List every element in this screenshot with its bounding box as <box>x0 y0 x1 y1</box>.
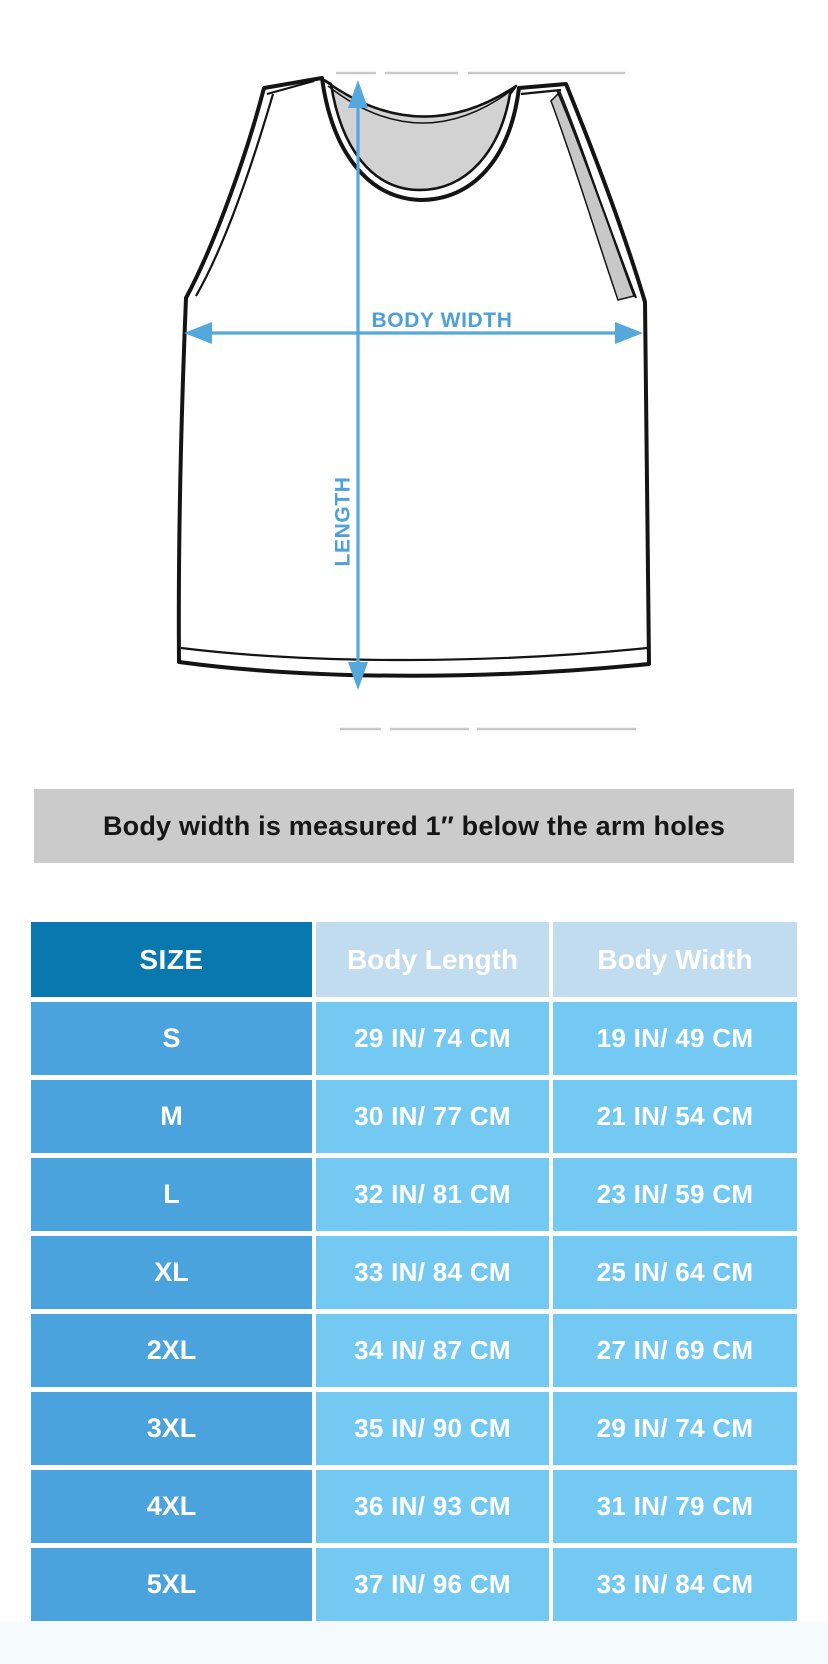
length-label: LENGTH <box>331 476 355 567</box>
size-cell: 5XL <box>31 1548 312 1621</box>
tank-top-illustration <box>0 0 828 760</box>
body-length-cell: 37 IN/ 96 CM <box>316 1548 549 1621</box>
body-length-cell: 30 IN/ 77 CM <box>316 1080 549 1153</box>
size-cell: L <box>31 1158 312 1231</box>
size-cell: 3XL <box>31 1392 312 1465</box>
body-width-cell: 25 IN/ 64 CM <box>553 1236 797 1309</box>
body-width-cell: 33 IN/ 84 CM <box>553 1548 797 1621</box>
size-table <box>31 922 797 1621</box>
body-length-cell: 33 IN/ 84 CM <box>316 1236 549 1309</box>
footer-strip <box>0 1622 828 1664</box>
body-length-cell: 29 IN/ 74 CM <box>316 1002 549 1075</box>
body-width-cell: 21 IN/ 54 CM <box>553 1080 797 1153</box>
size-cell: 4XL <box>31 1470 312 1543</box>
body-length-cell: 32 IN/ 81 CM <box>316 1158 549 1231</box>
size-cell: XL <box>31 1236 312 1309</box>
size-cell: 2XL <box>31 1314 312 1387</box>
size-cell: M <box>31 1080 312 1153</box>
body-width-label: BODY WIDTH <box>371 309 513 332</box>
body-width-cell: 27 IN/ 69 CM <box>553 1314 797 1387</box>
body-length-cell: 35 IN/ 90 CM <box>316 1392 549 1465</box>
size-cell: S <box>31 1002 312 1075</box>
body-width-column-header: Body Width <box>553 922 797 997</box>
body-width-cell: 23 IN/ 59 CM <box>553 1158 797 1231</box>
body-width-cell: 19 IN/ 49 CM <box>553 1002 797 1075</box>
body-length-column-header: Body Length <box>316 922 549 997</box>
body-length-cell: 36 IN/ 93 CM <box>316 1470 549 1543</box>
size-column-header: SIZE <box>31 922 312 997</box>
measurement-note-text: Body width is measured 1″ below the arm holes <box>102 810 726 841</box>
measurement-note-banner <box>34 789 794 863</box>
body-length-cell: 34 IN/ 87 CM <box>316 1314 549 1387</box>
body-width-cell: 31 IN/ 79 CM <box>553 1470 797 1543</box>
body-width-cell: 29 IN/ 74 CM <box>553 1392 797 1465</box>
